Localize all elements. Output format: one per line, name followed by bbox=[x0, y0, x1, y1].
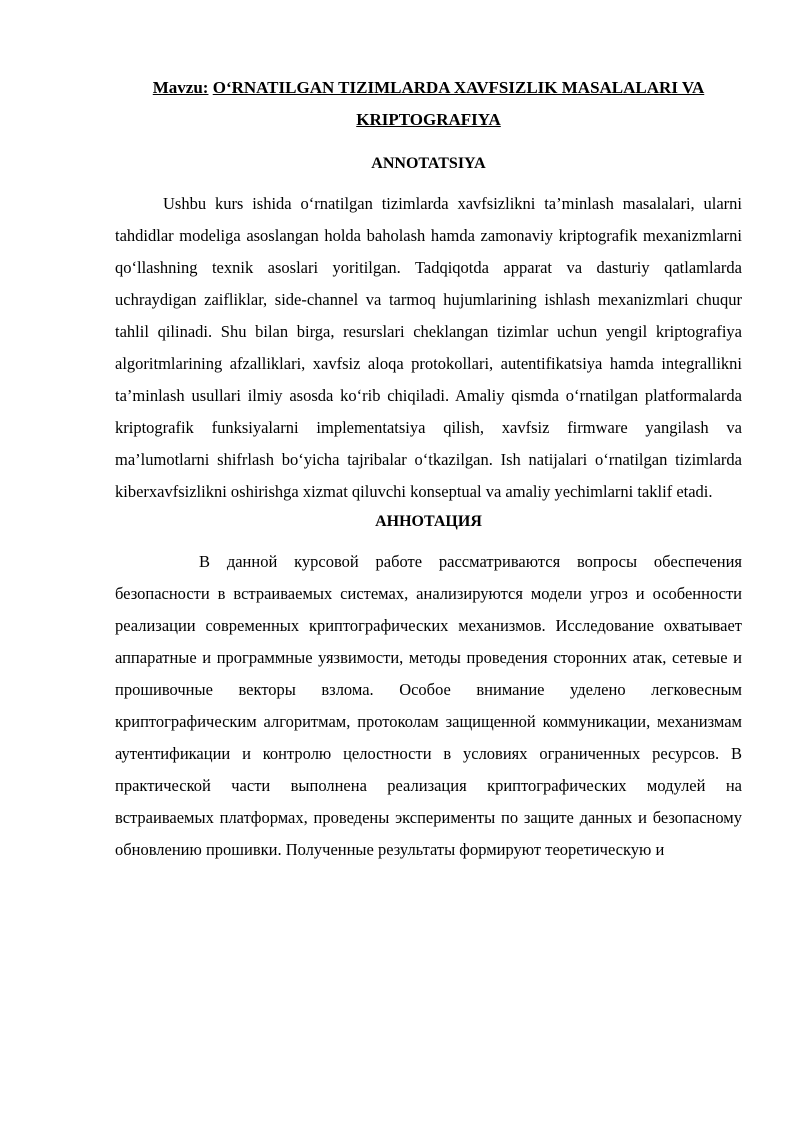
document-page bbox=[115, 72, 742, 866]
abstract-uz-heading: ANNOTATSIYA bbox=[371, 155, 486, 172]
abstract-ru-heading: АННОТАЦИЯ bbox=[375, 513, 482, 530]
title-prefix: Mavzu: bbox=[152, 78, 209, 97]
title-text: O‘RNATILGAN TIZIMLARDA XAVFSIZLIK MASALALARI VA KRIPTOGRAFIYA bbox=[212, 78, 705, 129]
abstract-ru-paragraph: В данной курсовой работе рассматриваются вопросы обеспечения безопасности в встраиваемых системах, анализируются модели угроз и особенности реализации современных криптографических механизмов. Исследование охватывает аппаратные и программные уязвимости, методы проведения сторонних атак, сетевые и прошивочные векторы взлома. Особое внимание уделено легковесным криптографическим алгоритмам, протоколам защищенной коммуникации, механизмам аутентификации и контролю целостности в условиях ограниченных ресурсов. В практической части выполнена реализация криптографических модулей на встраиваемых платформах, проведены эксперименты по защите данных и безопасному обновлению прошивки. Полученные результаты формируют теоретическую и bbox=[115, 552, 742, 859]
abstract-uz-paragraph: Ushbu kurs ishida o‘rnatilgan tizimlarda xavfsizlikni ta’minlash masalalari, ularni tahdidlar modeliga asoslangan holda baholash hamda zamonaviy kriptografik mexanizmlarni qo‘llashning texnik asoslari yoritilgan. Tadqiqotda apparat va dasturiy qatlamlarda uchraydigan zaifliklar, side-channel va tarmoq hujumlarining ishlash mexanizmlari chuqur tahlil qilinadi. Shu bilan birga, resurslari cheklangan tizimlar uchun yengil kriptografiya algoritmlarining afzalliklari, xavfsiz aloqa protokollari, autentifikatsiya hamda integrallikni ta’minlash usullari ilmiy asosda ko‘rib chiqiladi. Amaliy qismda o‘rnatilgan platformalarda kriptografik funksiyalarni implementatsiya qilish, xavfsiz firmware yangilash va ma’lumotlarni shifrlash bo‘yicha tajribalar o‘tkazilgan. Ish natijalari o‘rnatilgan tizimlarda kiberxavfsizlikni oshirishga xizmat qiluvchi konseptual va amaliy yechimlarni taklif etadi. bbox=[115, 194, 742, 501]
document-title bbox=[115, 72, 742, 136]
